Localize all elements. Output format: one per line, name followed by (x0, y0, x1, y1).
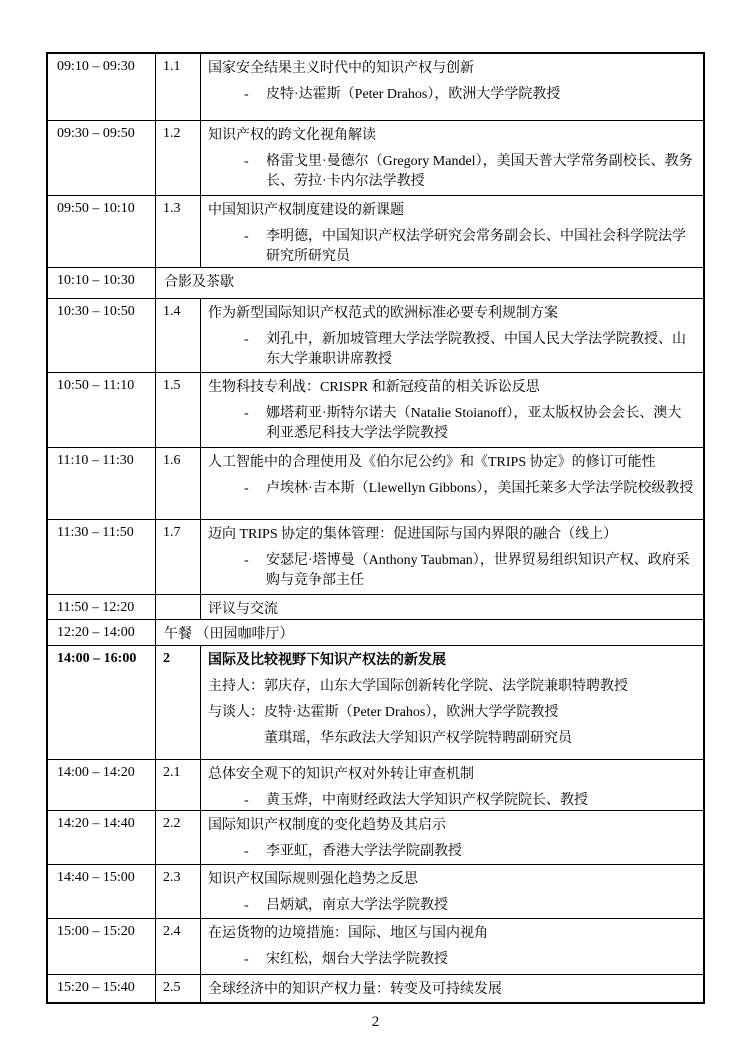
time-cell: 12:20 – 14:00 (48, 620, 156, 645)
session-item-title: 作为新型国际知识产权范式的欧洲标准必要专利规制方案 (208, 306, 558, 321)
time-cell: 14:40 – 15:00 (48, 865, 156, 918)
speaker-line (244, 551, 695, 591)
session-item-title: 生物科技专利战：CRISPR 和新冠疫苗的相关诉讼反思 (208, 380, 540, 395)
speaker-dash: - (244, 229, 249, 244)
speaker-text: 安瑟尼·塔博曼（Anthony Taubman），世界贸易组织知识产权、政府采购与竞争部主任 (266, 553, 690, 588)
item-number-cell: 2.2 (156, 811, 201, 864)
table-row (48, 267, 703, 298)
speaker-dash: - (244, 406, 249, 421)
merged-content-cell: 午餐 （田园咖啡厅） (164, 627, 294, 642)
session-item-title: 迈向 TRIPS 协定的集体管理：促进国际与国内界限的融合（线上） (208, 527, 618, 542)
speaker-text: 格雷戈里·曼德尔（Gregory Mandel），美国天普大学常务副校长、教务长、劳拉·卡内尔法学教授 (266, 154, 693, 189)
speaker-line (244, 479, 695, 499)
content-cell (201, 520, 703, 594)
speaker-text: 皮特·达霍斯（Peter Drahos），欧洲大学学院教授 (266, 87, 561, 102)
time-cell: 09:30 – 09:50 (48, 121, 156, 195)
session-item-title: 国际知识产权制度的变化趋势及其启示 (208, 818, 446, 833)
time-cell: 10:30 – 10:50 (48, 299, 156, 372)
table-row (48, 645, 703, 759)
time-cell: 11:50 – 12:20 (48, 595, 156, 619)
session-item-title: 全球经济中的知识产权力量：转变及可持续发展 (208, 982, 502, 997)
content-cell (201, 595, 703, 619)
content-cell (201, 448, 703, 519)
item-number-cell: 1.5 (156, 373, 201, 447)
session-item-title: 总体安全观下的知识产权对外转让审查机制 (208, 767, 474, 782)
speaker-text: 宋红松，烟台大学法学院教授 (266, 952, 448, 967)
speaker-dash: - (244, 553, 249, 568)
speaker-text: 吕炳斌，南京大学法学院教授 (266, 898, 448, 913)
item-number-cell: 1.6 (156, 448, 201, 519)
page-number: 2 (371, 1014, 380, 1030)
item-number-cell: 1.7 (156, 520, 201, 594)
speaker-dash: - (244, 793, 249, 808)
table-row (48, 810, 703, 864)
speaker-dash: - (244, 952, 249, 967)
table-row (48, 447, 703, 519)
content-cell (201, 760, 703, 810)
speaker-line (244, 85, 695, 105)
session-item-title: 国家安全结果主义时代中的知识产权与创新 (208, 61, 474, 76)
item-number-cell: 2.5 (156, 975, 201, 1002)
table-row (48, 974, 703, 1002)
time-cell: 11:10 – 11:30 (48, 448, 156, 519)
content-cell (201, 121, 703, 195)
session-title: 国际及比较视野下知识产权法的新发展 (208, 653, 446, 668)
time-cell: 14:20 – 14:40 (48, 811, 156, 864)
table-row (48, 864, 703, 918)
session-item-title: 知识产权国际规则强化趋势之反思 (208, 872, 418, 887)
agenda-table (46, 52, 705, 1004)
item-number-cell: 1.4 (156, 299, 201, 372)
item-number-cell: 1.2 (156, 121, 201, 195)
table-row (48, 759, 703, 810)
item-number-cell: 2.1 (156, 760, 201, 810)
speaker-line (244, 950, 695, 970)
time-cell: 14:00 – 14:20 (48, 760, 156, 810)
content-cell (201, 299, 703, 372)
table-row (48, 918, 703, 974)
time-cell: 15:20 – 15:40 (48, 975, 156, 1002)
time-cell: 11:30 – 11:50 (48, 520, 156, 594)
speaker-dash: - (244, 844, 249, 859)
speaker-text: 李亚虹，香港大学法学院副教授 (266, 844, 462, 859)
item-number-cell: 1.1 (156, 54, 201, 120)
speaker-line (244, 842, 695, 862)
time-cell: 09:50 – 10:10 (48, 196, 156, 267)
item-number-cell: 2.4 (156, 919, 201, 974)
item-number-cell: 2.3 (156, 865, 201, 918)
speaker-dash: - (244, 898, 249, 913)
speaker-dash: - (244, 154, 249, 169)
table-row (48, 372, 703, 447)
speaker-dash: - (244, 87, 249, 102)
time-cell: 09:10 – 09:30 (48, 54, 156, 120)
speaker-line (244, 404, 695, 444)
speaker-dash: - (244, 481, 249, 496)
session-item-title: 在运货物的边境措施：国际、地区与国内视角 (208, 926, 488, 941)
time-cell: 15:00 – 15:20 (48, 919, 156, 974)
session-item-title: 评议与交流 (208, 602, 278, 617)
content-cell (201, 865, 703, 918)
content-cell (201, 54, 703, 120)
table-row (48, 195, 703, 267)
speaker-dash: - (244, 332, 249, 347)
time-cell: 10:10 – 10:30 (48, 268, 156, 298)
session-discussant-line-2: 董琪瑶，华东政法大学知识产权学院特聘副研究员 (264, 731, 572, 746)
item-number-cell: 2 (156, 646, 201, 759)
time-cell: 14:00 – 16:00 (48, 646, 156, 759)
speaker-line (244, 227, 695, 267)
item-number-cell: 1.3 (156, 196, 201, 267)
session-host-line: 主持人：郭庆存，山东大学国际创新转化学院、法学院兼职特聘教授 (208, 679, 628, 694)
speaker-text: 李明德，中国知识产权法学研究会常务副会长、中国社会科学院法学研究所研究员 (266, 229, 686, 264)
content-cell (201, 196, 703, 267)
session-item-title: 知识产权的跨文化视角解读 (208, 128, 376, 143)
speaker-text: 黄玉烨，中南财经政法大学知识产权学院院长、教授 (266, 793, 588, 808)
content-cell (201, 811, 703, 864)
table-row (48, 54, 703, 120)
merged-content-cell: 合影及茶歇 (164, 275, 234, 290)
session-item-title: 中国知识产权制度建设的新课题 (208, 203, 404, 218)
session-discussant-line: 与谈人：皮特·达霍斯（Peter Drahos），欧洲大学学院教授 (208, 705, 559, 720)
content-cell (201, 646, 703, 759)
speaker-text: 娜塔莉亚·斯特尔诺夫（Natalie Stoianoff），亚太版权协会会长、澳大利亚悉尼科技大学法学院教授 (266, 406, 682, 441)
speaker-line (244, 791, 695, 810)
table-row (48, 594, 703, 619)
table-row (48, 120, 703, 195)
table-row (48, 619, 703, 645)
speaker-text: 卢埃林·吉本斯（Llewellyn Gibbons），美国托莱多大学法学院校级教授 (266, 481, 694, 496)
table-row (48, 519, 703, 594)
content-cell (201, 373, 703, 447)
content-cell (201, 975, 703, 1002)
session-item-title: 人工智能中的合理使用及《伯尔尼公约》和《TRIPS 协定》的修订可能性 (208, 455, 656, 470)
speaker-line (244, 896, 695, 916)
time-cell: 10:50 – 11:10 (48, 373, 156, 447)
item-number-cell (156, 595, 201, 619)
content-cell (201, 919, 703, 974)
speaker-text: 刘孔中，新加坡管理大学法学院教授、中国人民大学法学院教授、山东大学兼职讲席教授 (266, 332, 686, 367)
speaker-line (244, 330, 695, 370)
speaker-line (244, 152, 695, 192)
table-row (48, 298, 703, 372)
